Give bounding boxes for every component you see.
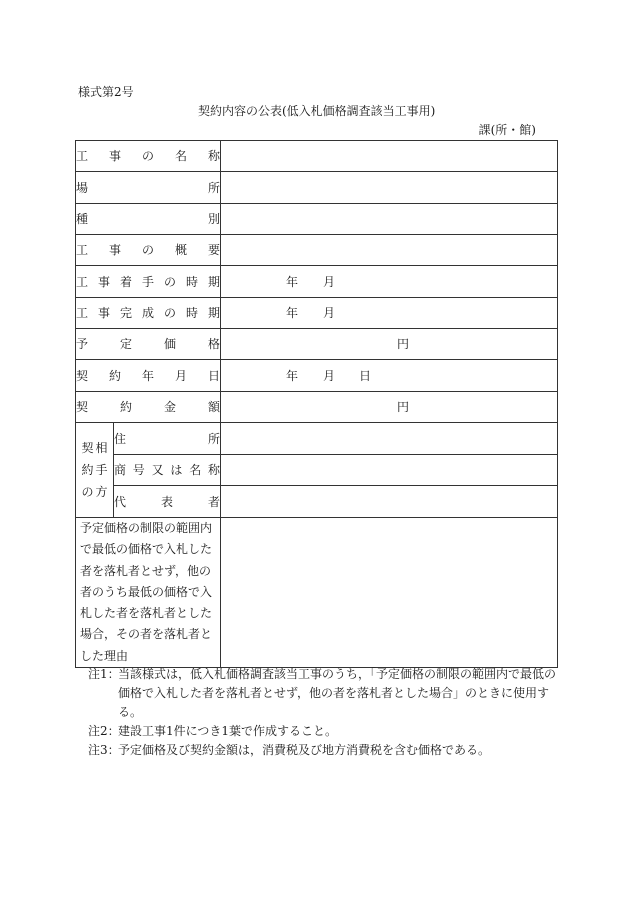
table-row bbox=[76, 518, 558, 668]
counterparty-label-column: 契 約 の bbox=[81, 441, 94, 499]
counterparty-group-cell bbox=[76, 423, 114, 518]
location-label: 場 所 bbox=[76, 180, 221, 195]
planned-price-label: 予 定 価 格 bbox=[76, 337, 221, 351]
address-value-cell bbox=[221, 423, 558, 455]
label-cell bbox=[76, 204, 221, 235]
reason-label-line: 札した者を落札者とした bbox=[80, 606, 213, 621]
company-name-label: 商 号 又 は 名 称 bbox=[114, 463, 220, 477]
reason-value-cell bbox=[221, 518, 558, 668]
start-date-value-cell bbox=[221, 266, 558, 298]
form-number: 様式第2号 bbox=[78, 85, 134, 99]
note-2 bbox=[88, 722, 556, 741]
note-line: 建設工事1件につき1葉で作成すること。 bbox=[118, 724, 338, 738]
label-cell bbox=[76, 329, 221, 360]
representative-value-cell bbox=[221, 486, 558, 518]
year-unit: 年 bbox=[286, 368, 299, 383]
label-cell bbox=[76, 235, 221, 266]
work-name-value-cell bbox=[221, 141, 558, 172]
contract-date-value-cell bbox=[221, 360, 558, 392]
label-cell bbox=[76, 360, 221, 392]
label-cell bbox=[76, 392, 221, 423]
category-value-cell bbox=[221, 204, 558, 235]
reason-label-line: 場合，その者を落札者と bbox=[80, 627, 213, 642]
planned-price-value-cell bbox=[221, 329, 558, 360]
notes-section bbox=[88, 665, 556, 760]
table-row bbox=[76, 486, 558, 518]
table-row bbox=[76, 329, 558, 360]
start-date-label: 工 事 着 手 の 時 期 bbox=[76, 274, 221, 289]
table-row bbox=[76, 141, 558, 172]
completion-date-label: 工 事 完 成 の 時 期 bbox=[76, 306, 221, 320]
year-unit: 年 bbox=[286, 306, 299, 320]
yen-unit: 円 bbox=[397, 400, 410, 414]
table-row bbox=[76, 298, 558, 329]
contract-date-label: 契 約 年 月 日 bbox=[76, 368, 221, 383]
note-prefix: 注1： bbox=[88, 667, 120, 681]
note-3 bbox=[88, 741, 556, 760]
representative-label: 代 表 者 bbox=[114, 494, 221, 509]
category-label: 種 別 bbox=[76, 212, 221, 226]
work-name-label: 工 事 の 名 称 bbox=[76, 149, 221, 163]
department-label: 課(所・館) bbox=[478, 123, 536, 137]
yen-unit: 円 bbox=[397, 337, 410, 351]
month-unit: 月 bbox=[323, 306, 336, 320]
reason-label-line: 予定価格の制限の範囲内 bbox=[80, 521, 213, 535]
table-row bbox=[76, 455, 558, 486]
reason-label-line: した理由 bbox=[80, 648, 129, 663]
note-prefix: 注3： bbox=[88, 743, 120, 757]
label-cell bbox=[76, 172, 221, 204]
month-unit: 月 bbox=[323, 368, 336, 383]
reason-label-line: で最低の価格で入札した bbox=[80, 542, 213, 557]
month-unit: 月 bbox=[323, 274, 336, 289]
counterparty-group-label bbox=[76, 441, 113, 499]
note-prefix: 注2： bbox=[88, 724, 120, 738]
counterparty-label-column: 相 手 方 bbox=[95, 441, 108, 499]
reason-label-cell bbox=[76, 518, 221, 668]
table-row bbox=[76, 360, 558, 392]
note-1 bbox=[88, 665, 556, 722]
label-cell bbox=[76, 298, 221, 329]
document-title: 契約内容の公表(低入札価格調査該当工事用) bbox=[198, 104, 436, 118]
label-cell bbox=[114, 486, 221, 518]
work-summary-label: 工 事 の 概 要 bbox=[76, 243, 221, 257]
table-row bbox=[76, 392, 558, 423]
reason-label-line: 者のうち最低の価格で入 bbox=[80, 584, 213, 599]
table-row bbox=[76, 423, 558, 455]
contract-amount-value-cell bbox=[221, 392, 558, 423]
work-summary-value-cell bbox=[221, 235, 558, 266]
note-line: 予定価格及び契約金額は，消費税及び地方消費税を含む価格である。 bbox=[118, 743, 491, 757]
table-row bbox=[76, 172, 558, 204]
contract-amount-label: 契 約 金 額 bbox=[76, 400, 221, 414]
contract-disclosure-table bbox=[75, 140, 558, 668]
note-line: る。 bbox=[118, 705, 143, 719]
company-name-value-cell bbox=[221, 455, 558, 486]
label-cell bbox=[114, 423, 221, 455]
day-unit: 日 bbox=[359, 368, 372, 383]
label-cell bbox=[76, 266, 221, 298]
note-line: 当該様式は，低入札価格調査該当工事のうち，「予定価格の制限の範囲内で最低の bbox=[118, 667, 557, 681]
location-value-cell bbox=[221, 172, 558, 204]
label-cell bbox=[114, 455, 221, 486]
table-row bbox=[76, 266, 558, 298]
address-label: 住 所 bbox=[114, 431, 221, 446]
label-cell bbox=[76, 141, 221, 172]
completion-date-value-cell bbox=[221, 298, 558, 329]
reason-label-line: 者を落札者とせず，他の bbox=[80, 563, 212, 578]
table-row bbox=[76, 235, 558, 266]
note-line: 価格で入札した者を落札者とせず，他の者を落札者とした場合」のときに使用す bbox=[118, 686, 550, 700]
table-row bbox=[76, 204, 558, 235]
year-unit: 年 bbox=[286, 274, 299, 289]
